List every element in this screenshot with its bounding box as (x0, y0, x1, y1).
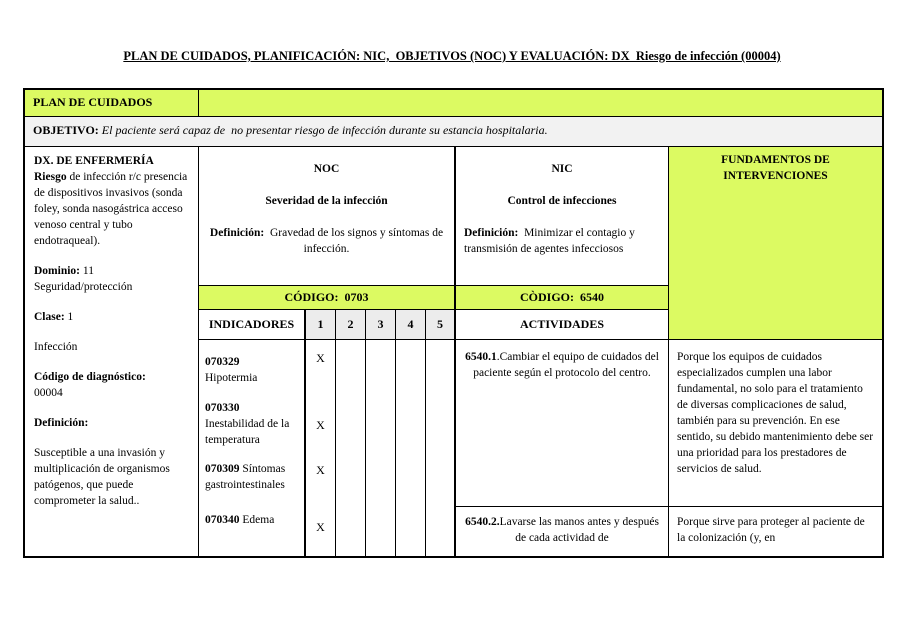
indicator-mark: X (316, 463, 325, 477)
indicator-code: 070329 (205, 356, 240, 368)
dx-codigo-value: 00004 (34, 387, 63, 399)
indicator-code: 070340 (205, 514, 240, 526)
dx-codigo-label: Código de diagnóstico: (34, 371, 146, 383)
objetivo-row (25, 117, 882, 147)
scale-header-3: 3 (366, 310, 396, 340)
page-title: PLAN DE CUIDADOS, PLANIFICACIÓN: NIC, OBJETIVOS (NOC) Y EVALUACIÓN: DX Riesgo de infección (00004) (123, 49, 781, 63)
activity-2-cell (456, 507, 669, 556)
dx-riesgo-text: de infección r/c presencia de dispositivos invasivos (sonda foley, sonda nasogástrica acceso venoso central y tubo endotraqueal). (34, 171, 188, 247)
indicator-label: Hipotermia (205, 372, 258, 384)
activity-text: Lavarse las manos antes y después de cada actividad de (499, 516, 659, 544)
care-plan-table (23, 88, 884, 558)
indicator-label: Inestabilidad de la temperatura (205, 418, 290, 446)
nic-def-text: Minimizar el contagio y transmisión de agentes infecciosos (464, 227, 638, 255)
dx-riesgo-label: Riesgo (34, 171, 67, 183)
scale-header-4: 4 (396, 310, 426, 340)
dx-infeccion: Infección (34, 341, 78, 353)
nic-header-cell (456, 147, 669, 286)
scale-header-1: 1 (306, 310, 336, 340)
plan-de-cuidados-empty-cell (199, 90, 882, 117)
indicator-label: Edema (239, 514, 275, 526)
indicator-item (205, 400, 300, 448)
dx-definicion-text: Susceptible a una invasión y multiplicación de organismos patógenos, que puede comprometer la salud.. (34, 447, 170, 507)
indicator-mark: X (316, 520, 325, 534)
fundamento-1-cell: Porque los equipos de cuidados especializados cumplen una labor fundamental, no solo para el tratamiento de diversas complicaciones de salud, también para su prevención. En ese sentido, su debido mantenimiento debe ser una prioridad para los prestadores de servicios de salud. (669, 340, 882, 507)
dx-dominio-label: Dominio: (34, 265, 80, 277)
noc-codigo-cell: CÓDIGO: 0703 (199, 286, 456, 310)
scale-header-5: 5 (426, 310, 456, 340)
dx-clase-label: Clase: (34, 311, 65, 323)
noc-title: NOC (313, 163, 340, 175)
objetivo-label: OBJETIVO: (33, 123, 99, 137)
activity-1-cell (456, 340, 669, 507)
scale-header-2: 2 (336, 310, 366, 340)
indicator-code: 070330 (205, 402, 240, 414)
indicator-mark: X (316, 418, 325, 432)
dx-title: DX. DE ENFERMERÍA (34, 155, 154, 167)
fundamento-2-cell: Porque sirve para proteger al paciente de la colonización (y, en (677, 516, 865, 544)
scale-column-3 (366, 340, 396, 556)
objetivo-text: El paciente será capaz de no presentar riesgo de infección durante su estancia hospitalaria. (98, 123, 548, 137)
noc-subtitle: Severidad de la infección (265, 195, 388, 207)
plan-de-cuidados-label: PLAN DE CUIDADOS (25, 90, 199, 117)
indicator-item (205, 461, 300, 493)
activity-code: 6540.2. (465, 516, 500, 528)
nic-subtitle: Control de infecciones (507, 195, 617, 207)
indicator-label: Síntomas gastrointestinales (205, 463, 286, 491)
activity-text: .Cambiar el equipo de cuidados del paciente según el protocolo del centro. (473, 351, 659, 379)
indicator-code: 070309 (205, 463, 240, 475)
indicators-list (199, 340, 306, 556)
fundamentos-title: FUNDAMENTOS DE INTERVENCIONES (721, 154, 830, 182)
nic-title: NIC (551, 163, 573, 175)
dx-clase-value: 1 (64, 311, 74, 323)
scale-column-2 (336, 340, 366, 556)
nic-def-label: Definición: (464, 227, 519, 239)
dx-enfermeria-cell (25, 147, 199, 556)
scale-column-5 (426, 340, 456, 556)
noc-def-label: Definición: (209, 227, 265, 239)
noc-header-cell (199, 147, 456, 286)
indicator-item (205, 354, 300, 386)
dx-dominio-value: 11 Seguridad/protección (34, 265, 133, 293)
scale-column-4 (396, 340, 426, 556)
noc-def-text: Gravedad de los signos y síntomas de infección. (264, 227, 446, 255)
actividades-header: ACTIVIDADES (456, 310, 669, 340)
indicator-mark: X (316, 351, 325, 365)
activity-code: 6540.1 (465, 351, 497, 363)
scale-column-1-marks (306, 340, 336, 556)
indicadores-header: INDICADORES (199, 310, 306, 340)
indicator-item (205, 512, 300, 528)
fundamentos-header-cell (669, 147, 882, 340)
nic-codigo-cell: CÒDIGO: 6540 (456, 286, 669, 310)
dx-definicion-label: Definición: (34, 417, 89, 429)
